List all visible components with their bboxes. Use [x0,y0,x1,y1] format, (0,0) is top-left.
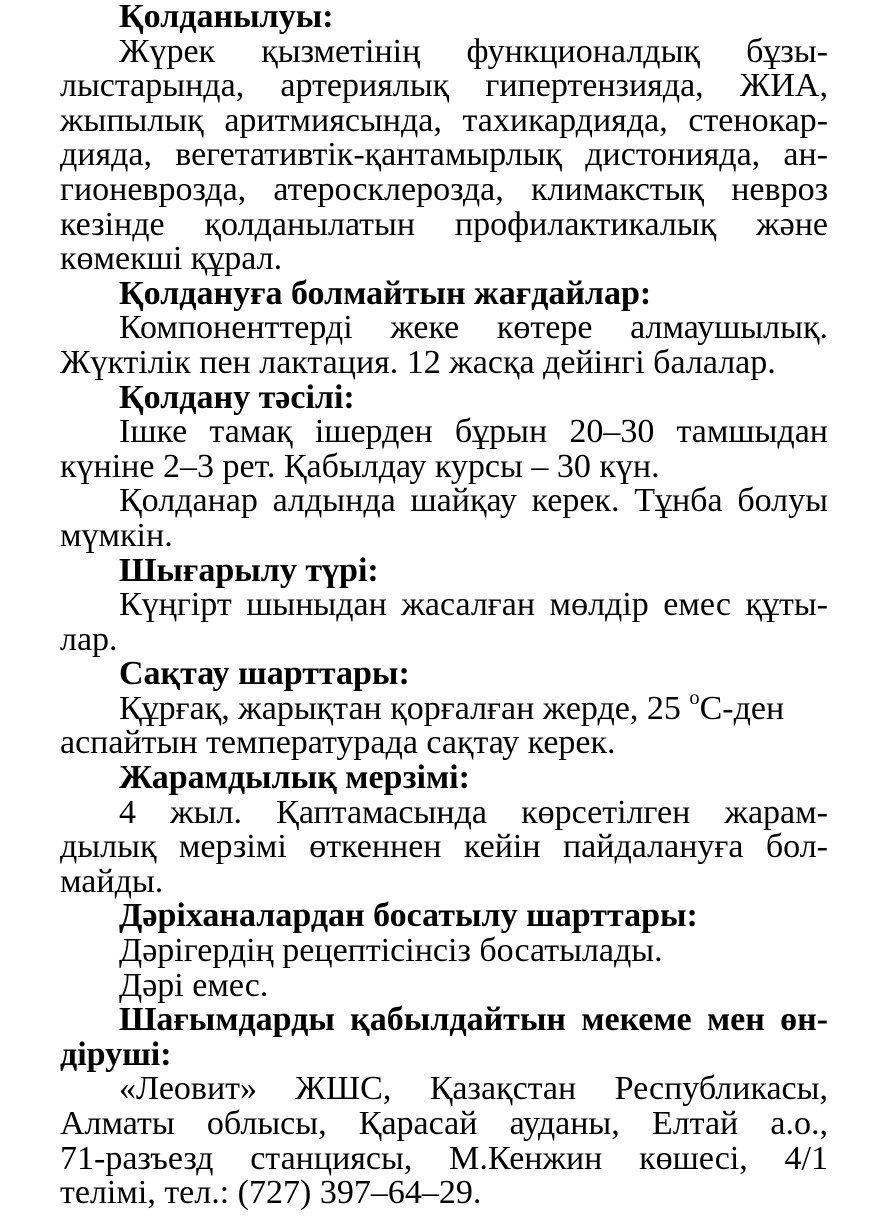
usage-heading: Қолданылуы: [119,0,334,35]
shelf-life-line: дылық мерзімі өткеннен кейін пайдалануға бол- [60,830,828,865]
degree-mark: о [689,686,700,709]
storage-heading: Сақтау шарттары: [119,655,410,693]
storage-text: С-ден [699,689,785,727]
dispensing-line: Дәрі емес. [119,966,269,1004]
leaflet-text [60,0,828,1211]
manufacturer-line: телімі, тел.: (727) 397–64–29. [60,1174,482,1212]
usage-line: жыпылық аритмиясында, тахикардияда, стенокар- [60,103,828,139]
storage-text: Құрғақ, жарықтан қорғалған жерде, 25 [119,689,690,727]
shelf-life-line: майды. [60,862,164,900]
contraindications-line: Жүктілік пен лактация. 12 жасқа дейінгі балалар. [60,343,776,381]
method-heading: Қолдану тәсілі: [119,378,355,416]
usage-line: кезінде қолданылатын профилактикалық және [60,207,828,243]
usage-line: Жүрек қызметінің функционалдық бұзы- [119,34,828,70]
method-line: мүмкін. [60,516,173,554]
contraindications-heading: Қолдануға болмайтын жағдайлар: [119,274,652,312]
manufacturer-line: «Леовит» ЖШС, Қазақстан Республикасы, [119,1072,828,1107]
shelf-life-line: 4 жыл. Қаптамасында көрсетілген жарам- [119,795,828,831]
manufacturer-line: Алматы облысы, Қарасай ауданы, Елтай а.о., [60,1107,828,1142]
dispensing-line: Дәрігердің рецептісінсіз босатылады. [119,932,663,970]
storage-line: аспайтын температурада сақтау керек. [60,724,616,762]
form-line: лар. [60,620,118,658]
form-line: Күңгірт шыныдан жасалған мөлдір емес құты- [119,588,828,623]
form-heading: Шығарылу түрі: [119,551,379,589]
method-line: Ішке тамақ ішерден бұрын 20–30 тамшыдан [119,415,828,450]
usage-line: дияда, вегетативтік-қантамырлық дистонияда, ан- [60,138,828,173]
manufacturer-line: 71-разъезд станциясы, М.Кенжин көшесі, 4/1 [60,1141,828,1177]
manufacturer-heading: Шағымдарды қабылдайтын мекеме мен өн- [119,1003,828,1038]
contraindications-line: Компоненттерді жеке көтере алмаушылық. [119,311,828,346]
manufacturer-heading: діруші: [60,1035,172,1073]
method-line: Қолданар алдында шайқау керек. Тұнба болуы [119,484,828,519]
dispensing-heading: Дәріханалардан босатылу шарттары: [119,897,698,935]
method-line: күніне 2–3 рет. Қабылдау курсы – 30 күн. [60,447,660,485]
storage-line [60,686,828,727]
usage-line: лыстарында, артериялық гипертензияда, ЖИА, [60,69,828,104]
usage-line: гионеврозда, атеросклерозда, климакстық невроз [60,172,828,208]
shelf-life-heading: Жарамдылық мерзімі: [119,759,470,797]
usage-line: көмекші құрал. [60,240,283,278]
